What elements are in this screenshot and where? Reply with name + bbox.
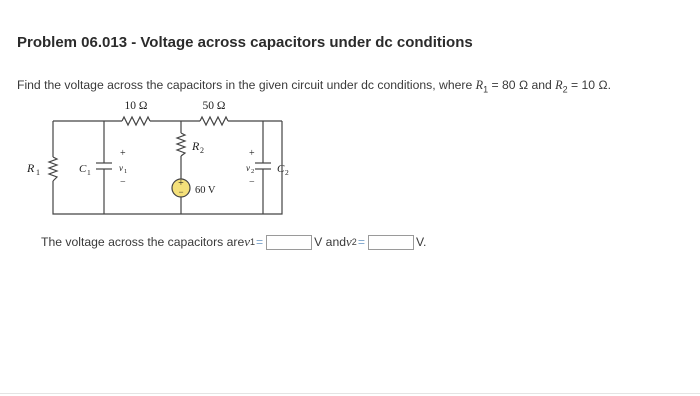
answer-row [41, 233, 426, 251]
v1-answer-input[interactable] [266, 235, 312, 250]
problem-title: Problem 06.013 - Voltage across capacitors under dc conditions [17, 34, 473, 51]
v1-variable-subscript: 1 [250, 237, 256, 247]
r1-subscript: 1 [483, 84, 489, 95]
statement-text: Find the voltage across the capacitors in the given circuit under dc conditions, where [17, 78, 476, 92]
resistor-10-ohm [122, 117, 150, 125]
v2-subscript: 2 [251, 168, 255, 175]
r1-label: R [27, 161, 35, 175]
v2-answer-input[interactable] [368, 235, 414, 250]
circuit-diagram [22, 93, 322, 223]
bottom-divider [0, 393, 700, 394]
resistor-10-ohm-label: 10 Ω [124, 100, 148, 112]
v2-minus: − [249, 177, 255, 188]
c2-label: C [277, 163, 285, 175]
source-voltage-label: 60 V [195, 185, 216, 196]
answer-prefix: The voltage across the capacitors are [41, 235, 245, 249]
r2-subscript: 2 [200, 146, 204, 155]
resistor-r2 [177, 133, 185, 156]
v1-variable: v [244, 234, 251, 249]
resistor-50-ohm [200, 117, 228, 125]
c1-label: C [79, 163, 87, 175]
v1-equals: = [256, 235, 264, 249]
source-minus-icon: − [178, 187, 184, 197]
c2-subscript: 2 [285, 168, 289, 177]
v2-equals: = [357, 235, 365, 249]
answer-suffix: V. [415, 235, 427, 249]
r1-subscript: 1 [36, 168, 40, 177]
resistor-r1 [49, 157, 57, 181]
r2-value: = 10 Ω. [567, 78, 611, 92]
answer-mid-text: V and [314, 235, 347, 249]
v2-variable-subscript: 2 [351, 237, 357, 247]
r2-subscript: 2 [562, 84, 568, 95]
r1-symbol: R [475, 78, 484, 92]
problem-statement [17, 78, 611, 94]
v1-minus: − [120, 177, 126, 188]
v2-plus: + [249, 148, 255, 159]
r1-value: = 80 Ω and [488, 78, 556, 92]
v1-label: v [119, 163, 123, 173]
resistor-50-ohm-label: 50 Ω [202, 100, 226, 112]
v1-subscript: 1 [124, 168, 128, 175]
r2-symbol: R [555, 78, 563, 92]
v2-label: v [246, 163, 250, 173]
v2-variable: v [346, 234, 352, 249]
v1-plus: + [120, 148, 126, 159]
r2-label: R [192, 139, 200, 153]
source-plus-icon: + [178, 178, 184, 189]
c1-subscript: 1 [87, 168, 91, 177]
